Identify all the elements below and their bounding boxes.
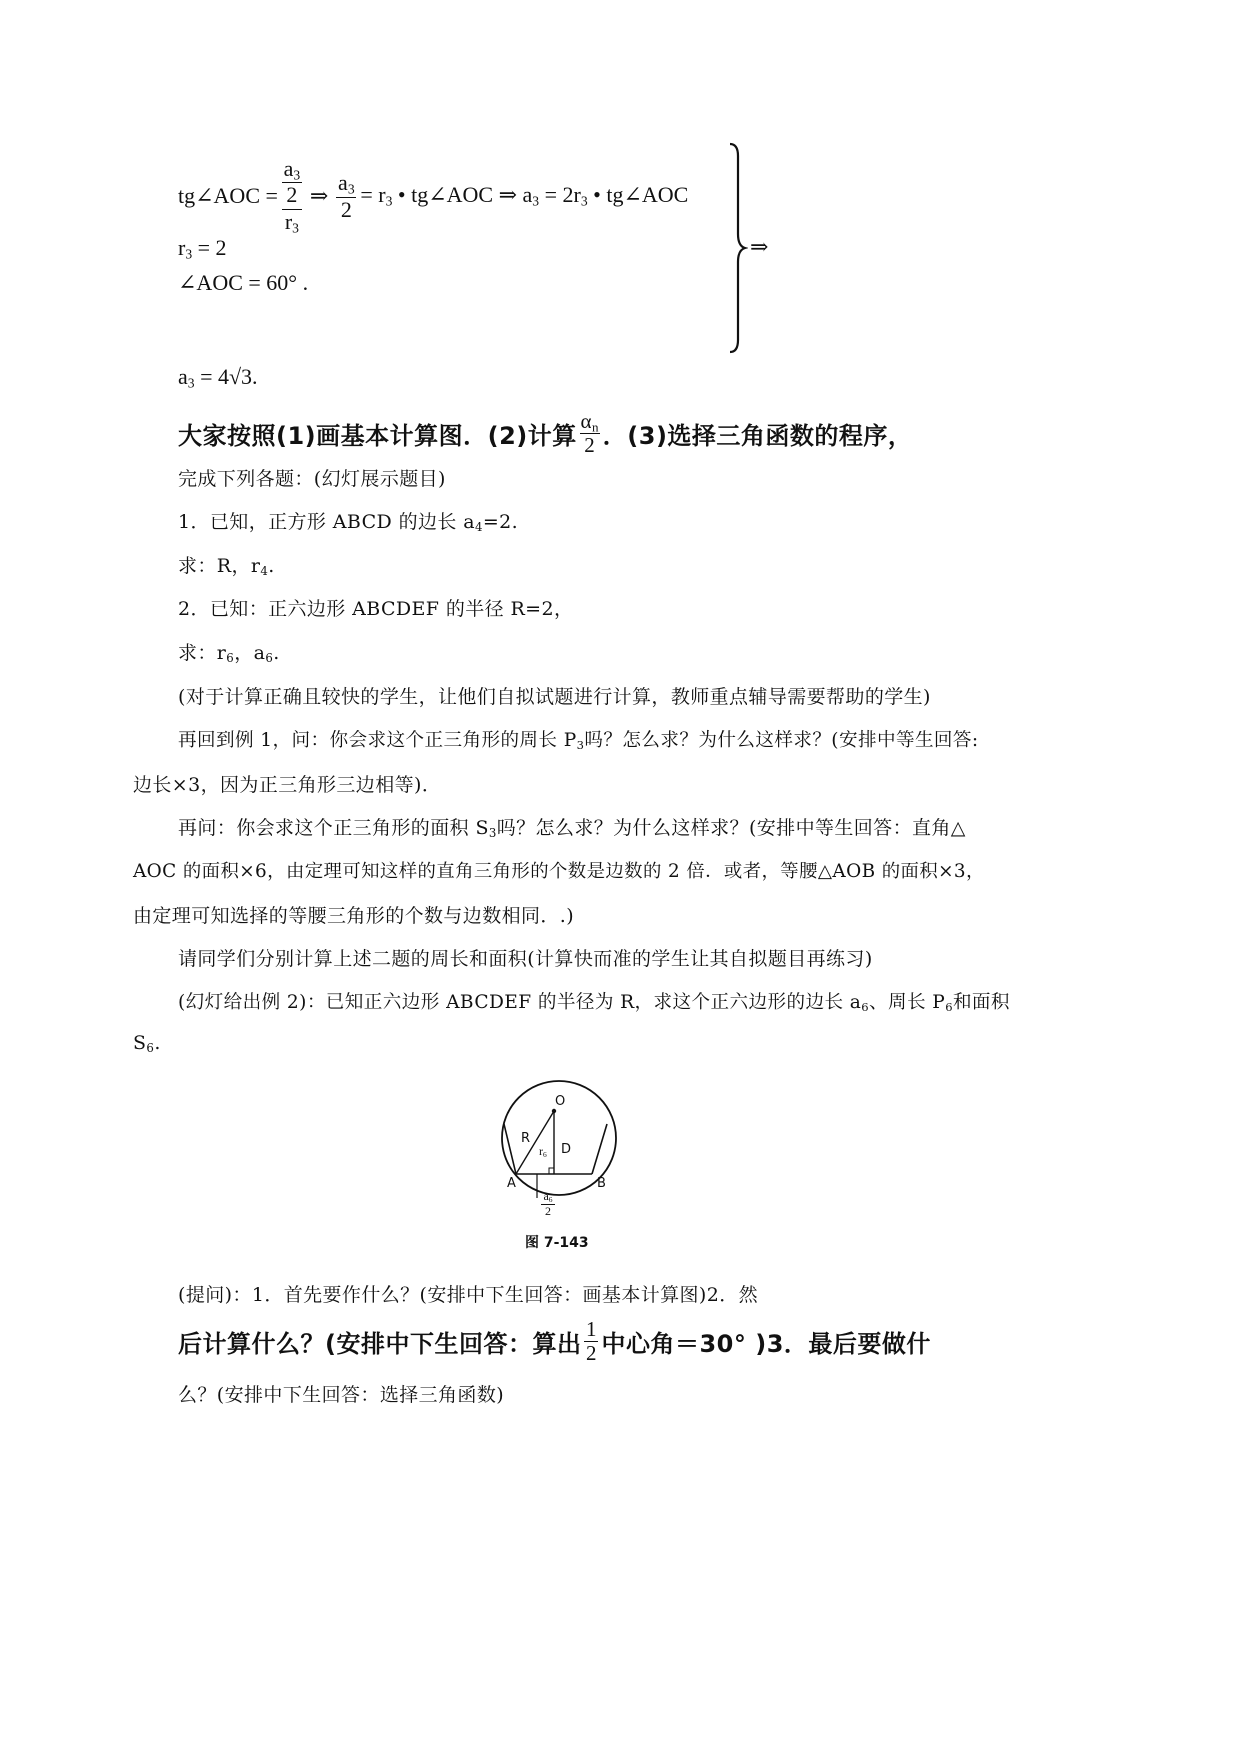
label-B: B xyxy=(597,1176,606,1191)
paragraph-problem-1-ask: 求：R，$r_4$. xyxy=(178,555,275,578)
formula-result: $a_3 = 4√3$. xyxy=(178,364,258,391)
paragraph-questions-1: (提问)：1．首先要作什么？(安排中下生回答：画基本计算图)2．然 xyxy=(178,1284,759,1306)
paragraph-practice: 请同学们分别计算上述二题的周长和面积(计算快而准的学生让其自拟题目再练习) xyxy=(178,948,873,970)
formula-line-3: ∠AOC = 60° . xyxy=(178,270,309,295)
paragraph-problem-1: 1．已知，正方形 ABCD 的边长 $a_4=2$. xyxy=(178,511,519,534)
label-A: A xyxy=(507,1176,516,1191)
paragraph-example-2-cont: $S_6$. xyxy=(133,1032,161,1055)
paragraph-tasks-intro: 完成下列各题：(幻灯展示题目) xyxy=(178,468,446,490)
paragraph-example-2: (幻灯给出例 2)：已知正六边形 ABCDEF 的半径为 R，求这个正六边形的边长 $a_6$、周长 $P_6$和面积 xyxy=(178,992,1010,1014)
paragraph-questions-3: 么？(安排中下生回答：选择三角函数) xyxy=(178,1384,505,1406)
paragraph-questions-2: 后计算什么？(安排中下生回答：算出 $\frac{1}{2}$ 中心角＝30° )3．最后要做什 xyxy=(178,1317,931,1365)
paragraph-problem-2: 2．已知：正六边形 ABCDEF 的半径 R=2， xyxy=(178,598,574,620)
paragraph-perimeter-question-cont: 边长×3，因为正三角形三边相等)． xyxy=(133,774,442,796)
implies-arrow-right: ⇒ xyxy=(750,234,769,259)
paragraph-perimeter-question: 再回到例 1，问：你会求这个正三角形的周长 $P_3$吗？怎么求？为什么这样求？(安排中等生回答: xyxy=(178,730,979,752)
paragraph-problem-2-ask: 求：$r_6$，$a_6$. xyxy=(178,642,280,665)
implies-arrow: ⇒ xyxy=(309,183,329,208)
paragraph-area-question: 再问：你会求这个正三角形的面积 $S_3$吗？怎么求？为什么这样求？(安排中等生回答：直角△ xyxy=(178,817,966,840)
paragraph-area-question-cont-1: AOC 的面积×6，由定理可知这样的直角三角形的个数是边数的 2 倍．或者，等腰△AOB 的面积×3， xyxy=(133,861,985,882)
formula-tg-aoc: tg∠AOC = xyxy=(178,183,278,208)
formula-line-2: $r_3 = 2$ xyxy=(178,235,227,262)
label-r6: $r_6$ xyxy=(539,1144,547,1159)
fraction-one-half: $\frac{1}{2}$ xyxy=(585,1317,597,1365)
fraction-a3-over-2-over-r3: $\frac{\frac{a_3}{2}}{r_3}$ xyxy=(283,155,301,235)
fraction-alpha-n-over-2: $\frac{\alpha_n}{2}$ xyxy=(580,408,600,458)
right-brace xyxy=(728,142,748,354)
label-D: D xyxy=(561,1142,572,1157)
label-O: O xyxy=(555,1094,566,1109)
label-R: R xyxy=(521,1131,531,1146)
steps-heading: 大家按照(1)画基本计算图．(2)计算 $\frac{\alpha_n}{2}$ ．(3)选择三角函数的程序， xyxy=(178,408,913,458)
paragraph-area-question-cont-2: 由定理可知选择的等腰三角形的个数与边数相同．.) xyxy=(133,905,575,927)
figure-caption: 图 7-143 xyxy=(525,1235,589,1251)
fraction-a3-over-2: $\frac{a_3}{2}$ xyxy=(338,170,355,222)
figure-7-143 xyxy=(495,1076,625,1256)
label-a6-over-2: $a_6$ 2 xyxy=(541,1190,555,1217)
formula-line-1 xyxy=(178,146,688,246)
formula-middle: = $r_3$ • tg∠AOC ⇒ $a_3 = 2r_3$ • tg∠AOC xyxy=(360,182,689,209)
paragraph-teacher-note: (对于计算正确且较快的学生，让他们自拟试题进行计算，教师重点辅导需要帮助的学生) xyxy=(178,686,931,708)
